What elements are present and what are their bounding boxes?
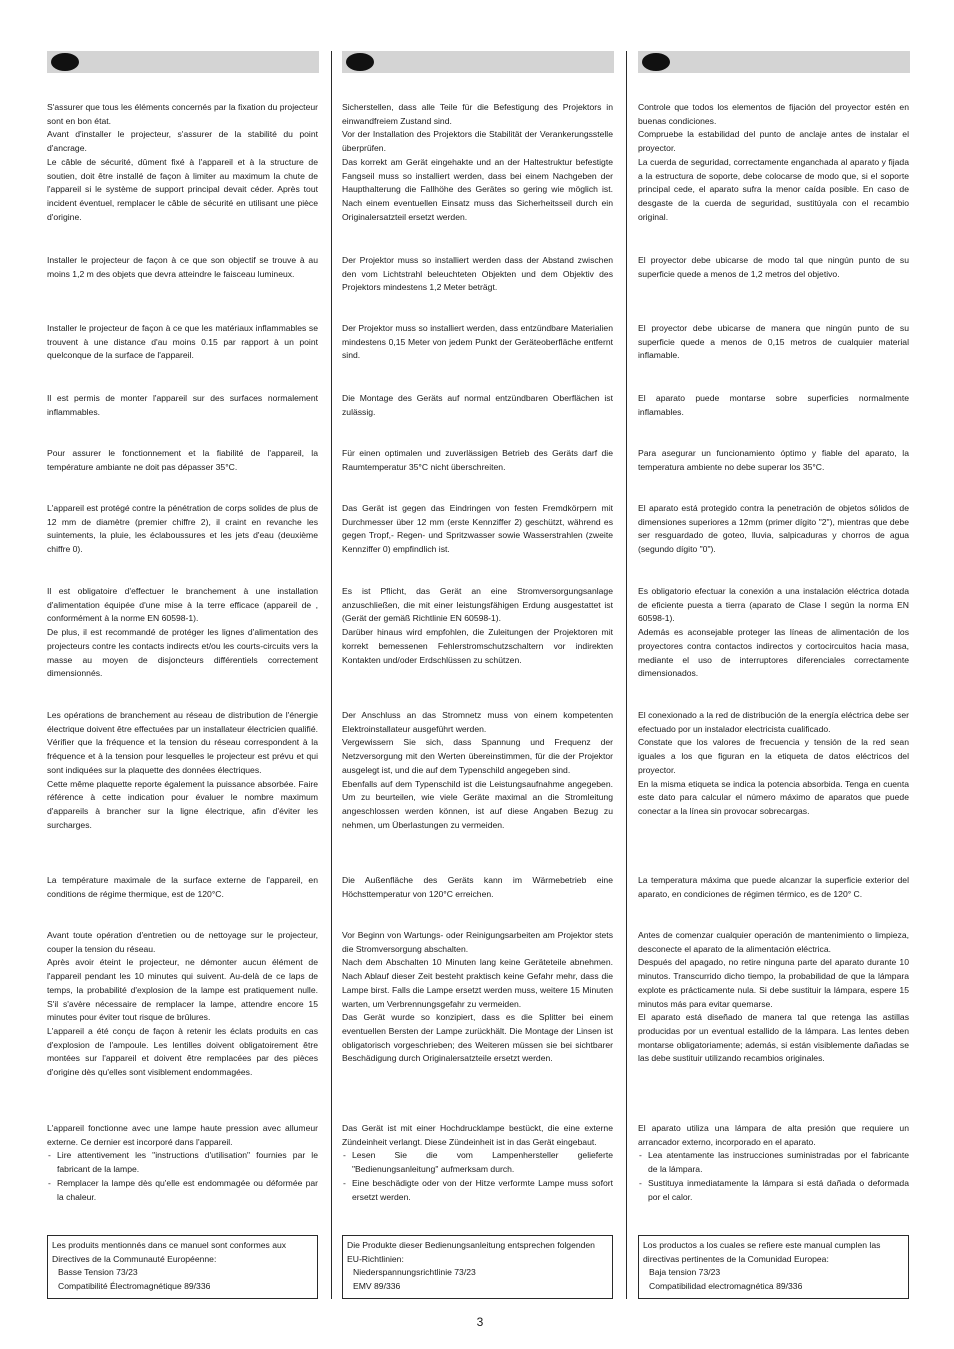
conformity-box bbox=[638, 1235, 909, 1299]
paragraph: Para asegurar un funcionamiento óptimo y fiable del aparato, la temperatura ambiente no debe superar los 35°C. bbox=[638, 448, 909, 472]
section-ip-protection bbox=[47, 502, 318, 557]
list-item: - Eine beschädigte oder von der Hitze verformte Lampe muss sofort ersetzt werden. bbox=[342, 1177, 613, 1204]
paragraph: Compruebe la estabilidad del punto de anclaje antes de instalar el proyector. bbox=[638, 129, 909, 154]
paragraph: El proyector debe ubicarse de modo tal que ningún punto de su superficie quede a menos de 1,2 metros del objetivo. bbox=[638, 255, 909, 279]
paragraph: Controle que todos los elementos de fijación del proyector estén en buenas condiciones. bbox=[638, 102, 909, 126]
paragraph: Después del apagado, no retire ninguna parte del aparato durante 10 minutos. Transcurrido dicho tiempo, la probabilidad de que la lámpara explote es prácticamente nula. Si debe sustituir la lámpara, espere 15 minutos más para evitar quemarse. bbox=[638, 957, 909, 1009]
paragraph: S'assurer que tous les éléments concernés par la fixation du projecteur sont en bon état. bbox=[47, 102, 318, 126]
paragraph: Antes de comenzar cualquier operación de mantenimiento o limpieza, desconecte el aparato de la alimentación eléctrica. bbox=[638, 930, 909, 954]
directive-item: EMV 89/336 bbox=[353, 1281, 401, 1292]
paragraph: Pour assurer le fonctionnement et la fiabilité de l'appareil, la température ambiante ne doit pas dépasser 35°C. bbox=[47, 448, 318, 472]
conformity-intro: Les produits mentionnés dans ce manuel sont conformes aux Directives de la Communauté Européenne: bbox=[52, 1240, 287, 1264]
list-item: - Remplacer la lampe dès qu'elle est endommagée ou déformée par la chaleur. bbox=[47, 1177, 318, 1204]
paragraph: L'appareil est protégé contre la pénétration de corps solides de plus de 12 mm de diamètre (premier chiffre 2), il craint en revanche les suintements, la pluie, les éclaboussures et les jets d'eau (deuxième chiffre 0). bbox=[47, 503, 318, 555]
directive-item: Niederspannungsrichtlinie 73/23 bbox=[353, 1267, 476, 1278]
list-item: - Lea atentamente las instrucciones suministradas por el fabricante de la lámpara. bbox=[638, 1149, 909, 1176]
directive-item: Basse Tension 73/23 bbox=[58, 1267, 138, 1278]
paragraph: Der Projektor muss so installiert werden, dass entzündbare Materialien mindestens 0,15 Meter von jedem Punkt der Geräteoberfläche entfernt sind. bbox=[342, 323, 613, 361]
directive-item: Compatibilité Électromagnétique 89/336 bbox=[58, 1281, 211, 1292]
section-ambient-temperature bbox=[342, 447, 613, 474]
paragraph: Avant toute opération d'entretien ou de nettoyage sur le projecteur, couper la tension du réseau. bbox=[47, 930, 318, 954]
paragraph: El aparato está diseñado de manera tal que retenga las astillas producidas por un eventual estallido de la lámpara. Las lentes deben montarse obligatoriamente; además, si están visiblemente dañadas se las debe sustituir utilizando recambios originales. bbox=[638, 1012, 909, 1064]
paragraph: Avant d'installer le projecteur, s'assurer de la stabilité du point d'ancrage. bbox=[47, 129, 318, 154]
section-surface-temperature bbox=[638, 874, 909, 901]
section-mains-connection bbox=[638, 709, 909, 819]
paragraph: La température maximale de la surface externe de l'appareil, en conditions de régime thermique, est de 120°C. bbox=[47, 875, 318, 899]
paragraph: Der Anschluss an das Stromnetz muss von einem kompetenten Elektroinstallateur ausgeführt werden. bbox=[342, 710, 613, 734]
paragraph: L'appareil fonctionne avec une lampe haute pression avec allumeur externe. Ce dernier est incorporé dans l'appareil. bbox=[47, 1123, 318, 1147]
column-header-bar bbox=[638, 51, 910, 73]
paragraph: Für einen optimalen und zuverlässigen Betrieb des Geräts darf die Raumtemperatur 35°C nicht überschreiten. bbox=[342, 448, 613, 472]
lamp-bullet-list bbox=[342, 1149, 613, 1204]
paragraph: Après avoir éteint le projecteur, ne démonter aucun élément de l'appareil pendant les 10 minutes qui suivent. Au-delà de ce laps de temps, la probabilité d'explosion de la lampe est pratiquement nulle. S'il s'avère nécessaire de remplacer la lampe, attendre encore 15 minutes pour éviter tout risque de brûlures. bbox=[47, 957, 318, 1023]
list-item: - Lesen Sie die vom Lampenhersteller gelieferte "Bedienungsanleitung" aufmerksam durch. bbox=[342, 1149, 613, 1176]
language-flag-dot bbox=[51, 53, 79, 71]
section-lamp bbox=[638, 1122, 909, 1204]
section-ip-protection bbox=[638, 502, 909, 557]
section-mains-connection bbox=[47, 709, 318, 832]
section-maintenance bbox=[638, 929, 909, 1066]
paragraph: Das Gerät ist gegen das Eindringen von festen Fremdkörpern mit Durchmesser über 12 mm (erste Kennziffer 2) geschützt, während es gegen Tropf,- Regen- und Spritzwasser sowie Wasserstrahlen (zweite Kennziffer 0) empfindlich ist. bbox=[342, 503, 613, 555]
paragraph: Les opérations de branchement au réseau de distribution de l'énergie électrique doivent être effectuées par un installateur électricien qualifié. Vérifier que la fréquence et la tension du réseau correspondent à la fréquence et à la tension pour lesquelles le projecteur est prévu et qui sont indiquées sur la plaquette des données électriques. bbox=[47, 710, 318, 775]
paragraph: Il est obligatoire d'effectuer le branchement à une installation d'alimentation équipée d'une mise à la terre efficace (appareil de , conformément à la norme EN 60598-1). bbox=[47, 586, 318, 624]
paragraph: En la misma etiqueta se indica la potencia absorbida. Tenga en cuenta este dato para calcular el número máximo de aparatos que puede conectar a la línea sin provocar sobrecargas. bbox=[638, 778, 909, 816]
paragraph: El proyector debe ubicarse de manera que ningún punto de su superficie quede a menos de 0,15 metros de cualquier material inflamable. bbox=[638, 323, 909, 361]
paragraph: Ebenfalls auf dem Typenschild ist die Leistungsaufnahme angegeben. Um zu beurteilen, wie viele Geräte maximal an die Stromleitung angeschlossen werden können, ist auf diese Angaben Bezug zu nehmen, um Überlastungen zu vermeiden. bbox=[342, 778, 613, 830]
column-french bbox=[47, 51, 319, 1292]
column-divider bbox=[626, 51, 627, 1299]
section-flammable-distance bbox=[47, 322, 318, 363]
section-surface-temperature bbox=[47, 874, 318, 901]
section-minimum-distance bbox=[47, 254, 318, 281]
paragraph: De plus, il est recommandé de protéger les lignes d'alimentation des projecteurs contre les contacts indirects et/ou les courts-circuits vers la masse au moyen de disjoncteurs différentiels correctement dimensionnés. bbox=[47, 627, 318, 679]
paragraph: El aparato está protegido contra la penetración de objetos sólidos de dimensiones superiores a 12mm (primer dígito "2"), mientras que debe ser resguardado de goteo, lluvia, salpicaduras y chorros de agua (segundo dígito "0"). bbox=[638, 503, 909, 555]
paragraph: Installer le projecteur de façon à ce que son objectif se trouve à au moins 1,2 m des objets que devra atteindre le faisceau lumineux. bbox=[47, 255, 318, 279]
column-german bbox=[342, 51, 614, 1292]
section-earthing bbox=[342, 585, 613, 667]
section-minimum-distance bbox=[638, 254, 909, 281]
column-spanish bbox=[638, 51, 910, 1292]
section-maintenance bbox=[47, 929, 318, 1080]
paragraph: Constate que los valores de frecuencia y tensión de la red sean iguales a los que figuran en la etiqueta de datos eléctricos del proyector. bbox=[638, 737, 909, 775]
section-ip-protection bbox=[342, 502, 613, 557]
paragraph: Sicherstellen, dass alle Teile für die Befestigung des Projektors in einwandfreiem Zustand sind. bbox=[342, 102, 613, 126]
section-surface-temperature bbox=[342, 874, 613, 901]
paragraph: El aparato puede montarse sobre superficies normalmente inflamables. bbox=[638, 393, 909, 417]
paragraph: Die Montage des Geräts auf normal entzündbaren Oberflächen ist zulässig. bbox=[342, 393, 613, 417]
paragraph: Darüber hinaus wird empfohlen, die Zuleitungen der Projektoren mit korrekt bemessenen Fehlerstromschutzschaltern vor indirekten Kontakten und/oder Erdschlüssen zu schützen. bbox=[342, 627, 613, 665]
paragraph: Cette même plaquette reporte également la puissance absorbée. Faire référence à cette indication pour évaluer le nombre maximum d'appareils à brancher sur la ligne électrique, afin d'éviter les surcharges. bbox=[47, 778, 318, 830]
section-mounting-surface bbox=[47, 392, 318, 419]
paragraph: Das korrekt am Gerät eingehakte und an der Haltestruktur befestigte Fangseil muss so installiert werden, dass bei einem Nachgeben der Haupthalterung die Fallhöhe des Gerätes so gering wie möglich ist. Nach einem eventuellen Einsatz muss das Sicherheitsseil durch ein Originalersatzteil ersetzt werden. bbox=[342, 156, 613, 222]
lamp-bullet-list bbox=[638, 1149, 909, 1204]
section-fixing-safety bbox=[342, 101, 613, 224]
section-fixing-safety bbox=[47, 101, 318, 224]
conformity-intro: Los productos a los cuales se refiere este manual cumplen las directivas pertinentes de la Comunidad Europea: bbox=[643, 1240, 881, 1264]
paragraph: L'appareil a été conçu de façon à retenir les éclats produits en cas d'explosion de l'ampoule. Les lentilles doivent obligatoirement être montées sur l'appareil et doivent être remplacées par des pièces d'origine dès qu'elles sont visiblement endommagées. bbox=[47, 1025, 318, 1078]
paragraph: Es obligatorio efectuar la conexión a una instalación eléctrica dotada de eficiente puesta a tierra (aparato de Clase I según la norma EN 60598-1). bbox=[638, 586, 909, 624]
paragraph: La cuerda de seguridad, correctamente enganchada al aparato y fijada a la estructura de soporte, debe colocarse de modo que, si el soporte principal cede, el aparato sufra la menor caída posible. En caso de desgaste de la cuerda de seguridad, sustitúyala con el recambio original. bbox=[638, 156, 909, 222]
language-flag-dot bbox=[642, 53, 670, 71]
section-flammable-distance bbox=[342, 322, 613, 363]
column-divider bbox=[331, 51, 332, 1299]
paragraph: Es ist Pflicht, das Gerät an eine Stromversorgungsanlage anzuschließen, die mit einer leistungsfähigen Erdung ausgestattet ist (Gerät der gemäß Richtlinie EN 60598-1). bbox=[342, 586, 613, 624]
section-minimum-distance bbox=[342, 254, 613, 295]
paragraph: La temperatura máxima que puede alcanzar la superficie exterior del aparato, en condiciones de régimen térmico, es de 120° C. bbox=[638, 875, 909, 899]
list-item: - Sustituya inmediatamente la lámpara si está dañada o deformada por el calor. bbox=[638, 1177, 909, 1204]
section-mounting-surface bbox=[638, 392, 909, 419]
section-ambient-temperature bbox=[638, 447, 909, 474]
section-mains-connection bbox=[342, 709, 613, 832]
section-earthing bbox=[47, 585, 318, 681]
page-number: 3 bbox=[476, 1315, 484, 1329]
section-fixing-safety bbox=[638, 101, 909, 224]
paragraph: Das Gerät wurde so konzipiert, dass es die Splitter bei einem eventuellen Bersten der Lampe zurückhält. Die Montage der Linsen ist obligatorisch vorgeschrieben; des Weiteren müssen sie bei sichtbarer Beschädigung durch Originalersatzteile ersetzt werden. bbox=[342, 1012, 613, 1064]
lamp-bullet-list bbox=[47, 1149, 318, 1204]
section-mounting-surface bbox=[342, 392, 613, 419]
paragraph: Der Projektor muss so installiert werden dass der Abstand zwischen den vom Lichtstrahl beleuchteten Objekten und dem Objektiv des Projektors mindestens 1,2 Meter beträgt. bbox=[342, 255, 613, 293]
paragraph: Il est permis de monter l'appareil sur des surfaces normalement inflammables. bbox=[47, 393, 318, 417]
section-lamp bbox=[342, 1122, 613, 1204]
list-item: - Lire attentivement les "instructions d'utilisation" fournies par le fabricant de la lampe. bbox=[47, 1149, 318, 1176]
paragraph: Installer le projecteur de façon à ce que les matériaux inflammables se trouvent à une distance d'au moins 0.15 par rapport à un point quelconque de la surface de l'appareil. bbox=[47, 323, 318, 361]
conformity-box bbox=[47, 1235, 318, 1299]
paragraph: Además es aconsejable proteger las líneas de alimentación de los proyectores contra contactos indirectos y cortocircuitos hacia masa, mediante el uso de interruptores diferenciales correctamente dimensionados. bbox=[638, 627, 909, 679]
paragraph: Vor Beginn von Wartungs- oder Reinigungsarbeiten am Projektor stets die Stromversorgung abschalten. bbox=[342, 930, 613, 954]
directive-item: Baja tension 73/23 bbox=[649, 1267, 721, 1278]
conformity-intro: Die Produkte dieser Bedienungsanleitung entsprechen folgenden EU-Richtlinien: bbox=[347, 1240, 595, 1264]
paragraph: El aparato utiliza una lámpara de alta presión que requiere un arrancador externo, incorporado en el aparato. bbox=[638, 1123, 909, 1147]
section-maintenance bbox=[342, 929, 613, 1066]
paragraph: El conexionado a la red de distribución de la energía eléctrica debe ser efectuado por un instalador electricista cualificado. bbox=[638, 710, 909, 734]
paragraph: Vergewissern Sie sich, dass Spannung und Frequenz der Netzversorgung mit den Werten übereinstimmen, für die der Projektor ausgelegt ist, und die auf dem Typenschild angegeben sind. bbox=[342, 737, 613, 775]
paragraph: Die Außenfläche des Geräts kann im Wärmebetrieb eine Höchsttemperatur von 120°C erreichen. bbox=[342, 875, 613, 899]
section-ambient-temperature bbox=[47, 447, 318, 474]
paragraph: Vor der Installation des Projektors die Stabilität der Verankerungsstelle überprüfen. bbox=[342, 129, 613, 154]
language-flag-dot bbox=[346, 53, 374, 71]
section-lamp bbox=[47, 1122, 318, 1204]
column-header-bar bbox=[47, 51, 319, 73]
section-earthing bbox=[638, 585, 909, 681]
paragraph: Nach dem Abschalten 10 Minuten lang keine Geräteteile abnehmen. Nach Ablauf dieser Zeit besteht praktisch keine Gefahr mehr, dass die Lampe birst. Falls die Lampe ersetzt werden muss, weitere 15 Minuten warten, um Verbrennungsgefahr zu vermeiden. bbox=[342, 957, 613, 1009]
column-header-bar bbox=[342, 51, 614, 73]
conformity-box bbox=[342, 1235, 613, 1299]
paragraph: Le câble de sécurité, dûment fixé à l'appareil et à la structure de soutien, doit être installé de façon à limiter au maximum la chute de l'appareil si le système de support principal devait céder. Après tout incident éventuel, remplacer le câble de sécurité en utilisant une pièce d'origine. bbox=[47, 156, 318, 222]
section-flammable-distance bbox=[638, 322, 909, 363]
directive-item: Compatibilidad electromagnética 89/336 bbox=[649, 1281, 803, 1292]
paragraph: Das Gerät ist mit einer Hochdrucklampe bestückt, die eine externe Zündeinheit verlangt. Diese Zündeinheit ist in das Gerät eingebaut. bbox=[342, 1123, 613, 1147]
